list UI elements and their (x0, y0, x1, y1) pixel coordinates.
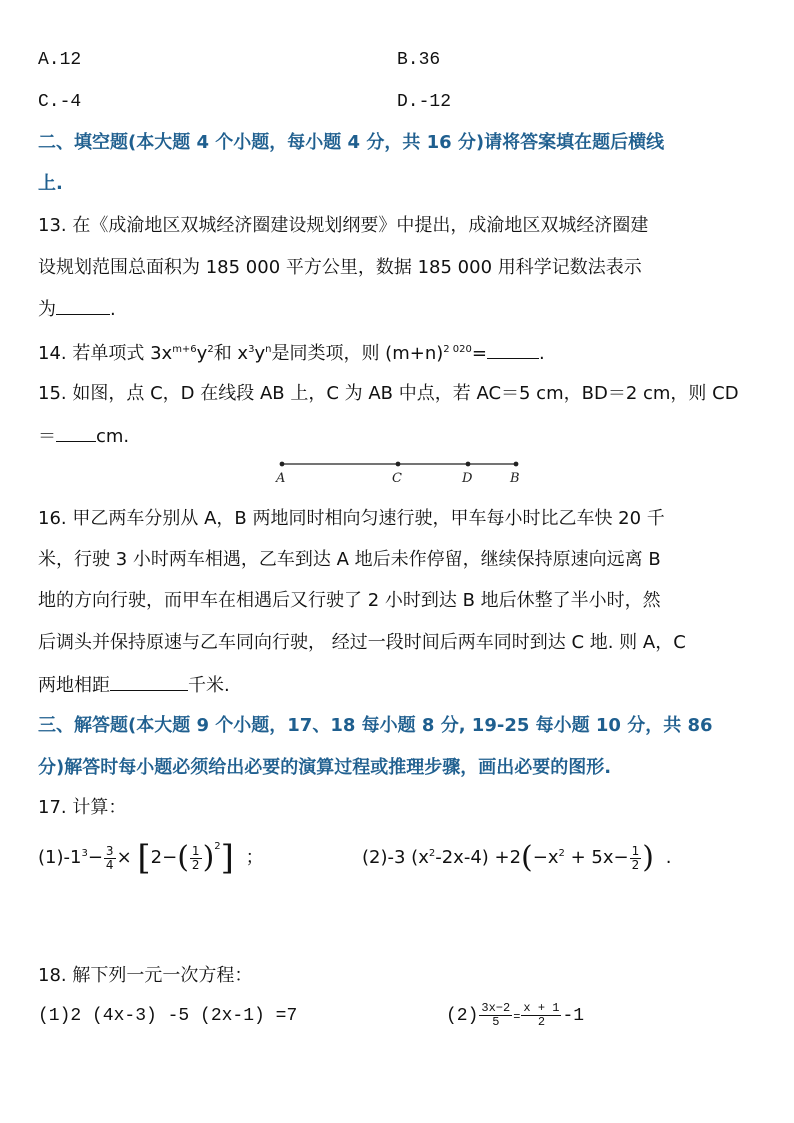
q13-line1: 13. 在《成渝地区双城经济圈建设规划纲要》中提出，成渝地区双城经济圈建 (38, 215, 649, 236)
choice-c: C.-4 (38, 92, 82, 112)
q17-p1-right-bracket: ] (220, 838, 234, 878)
q13-line3-prefix: 为 (38, 299, 56, 320)
q17-p1-times: × (116, 847, 132, 868)
point-c-label: C (392, 471, 402, 486)
q16-line5-prefix: 两地相距 (38, 675, 110, 696)
q17-p1-text: (1)-1 (38, 847, 82, 868)
choice-a: A.12 (38, 50, 82, 70)
q17-part2 (362, 836, 671, 880)
q17-p1-square: 2 (214, 841, 221, 852)
q14-answer-blank (487, 342, 539, 359)
point-a-dot (280, 462, 285, 467)
q17-p2-exp1: 2 (428, 848, 436, 859)
q18-part2 (446, 998, 584, 1034)
q16-line3: 地的方向行驶，而甲车在相遇后又行驶了 2 小时到达 B 地后休整了半小时，然 (38, 590, 661, 611)
q17-p1-inner-den: 2 (191, 857, 200, 872)
section3-heading-line2: 分)解答时每小题必须给出必要的演算过程或推理步骤，画出必要的图形. (38, 757, 612, 778)
q17-title: 17. 计算： (38, 797, 127, 818)
q18-p2-end: -1 (562, 1006, 585, 1026)
q18-part1: (1)2 (4x-3) -5 (2x-1) =7 (38, 1006, 298, 1026)
q17-p1-inner-num: 1 (191, 843, 200, 858)
q18-p2-frac1-num: 3x−2 (481, 1000, 511, 1015)
q18-p2-fraction1 (479, 1002, 512, 1029)
q16-line5-suffix: 千米. (188, 675, 230, 696)
point-c-dot (396, 462, 401, 467)
q13-answer-blank (56, 298, 110, 315)
q17-p2-exp2: 2 (558, 848, 565, 859)
q17-p1-end: ； (245, 847, 264, 868)
point-d-dot (466, 462, 471, 467)
q17-p1-frac-den: 4 (105, 857, 114, 872)
q17-p2-frac-den: 2 (631, 857, 640, 872)
q18-p2-frac1-den: 5 (492, 1014, 500, 1029)
q15-line1: 15. 如图，点 C，D 在线段 AB 上，C 为 AB 中点，若 AC＝5 cm，BD＝2 cm，则 CD (38, 383, 739, 404)
q18-p2-equals: = (513, 1010, 521, 1024)
q17-part1 (38, 836, 264, 880)
q14-text-mid: 是同类项，则 (m+n) (271, 343, 444, 364)
section3-heading-line1: 三、解答题(本大题 9 个小题，17、18 每小题 8 分, 19-25 每小题 10 分，共 86 (38, 715, 713, 736)
q17-p2-plus-5x: + 5x− (564, 847, 629, 868)
q17-p1-frac-num: 3 (105, 843, 114, 858)
q17-p1-two-minus: 2− (150, 847, 178, 868)
q18-p2-frac2-den: 2 (537, 1014, 546, 1029)
q14-text-and-x: 和 x (213, 343, 249, 364)
q15-segment-figure (270, 455, 530, 489)
q13-line3 (38, 298, 116, 321)
section2-heading-line2: 上. (38, 173, 63, 194)
q17-p1-right-paren: ) (202, 840, 215, 875)
q17-p2-neg-x: −x (532, 847, 559, 868)
q17-p1-exp: 3 (81, 848, 88, 859)
q14-exp-3: 3 (248, 344, 255, 355)
q17-p1-minus: − (87, 847, 103, 868)
q14-text-end: . (538, 343, 545, 364)
point-a-label: A (276, 471, 286, 486)
q17-p1-inner-fraction (190, 845, 202, 872)
q15-line2-prefix: ＝ (38, 426, 56, 447)
q17-p1-fraction (104, 845, 116, 872)
q16-line5 (38, 674, 230, 697)
q16-line4: 后调头并保持原速与乙车同向行驶， 经过一段时间后两车同时到达 C 地. 则 A，C (38, 632, 686, 653)
q14-text-y2: y (254, 343, 266, 364)
point-b-dot (514, 462, 519, 467)
q17-p1-left-bracket: [ (137, 838, 151, 878)
q17-p2-text: (2)-3 (x (362, 847, 429, 868)
q17-p2-fraction (630, 845, 642, 872)
q17-p2-right-paren: ) (642, 840, 654, 875)
q18-p2-fraction2 (521, 1002, 561, 1029)
q17-p2-frac-num: 1 (631, 843, 640, 858)
choice-d: D.-12 (397, 92, 452, 112)
q14-line (38, 342, 545, 365)
q16-line1: 16. 甲乙两车分别从 A，B 两地同时相向匀速行驶，甲车每小时比乙车快 20 千 (38, 508, 665, 529)
q16-line2: 米，行驶 3 小时两车相遇，乙车到达 A 地后未作停留，继续保持原速向远离 B (38, 549, 661, 570)
q17-p2-end: . (665, 847, 672, 868)
q14-exp-2: 2 (207, 344, 214, 355)
q13-line2: 设规划范围总面积为 185 000 平方公里，数据 185 000 用科学记数法表示 (38, 257, 642, 278)
point-d-label: D (462, 471, 473, 486)
q17-p2-mid: -2x-4) +2 (435, 847, 522, 868)
q14-exp-2020: 2 020 (443, 344, 472, 355)
q17-p2-left-paren: ( (521, 840, 533, 875)
q18-title: 18. 解下列一元一次方程： (38, 965, 253, 986)
q15-line2 (38, 425, 129, 448)
section2-heading-line1: 二、填空题(本大题 4 个小题，每小题 4 分，共 16 分)请将答案填在题后横线 (38, 132, 665, 153)
q14-exp-m6: m+6 (172, 344, 197, 355)
q16-answer-blank (110, 674, 188, 691)
choice-b: B.36 (397, 50, 441, 70)
q15-line2-suffix: cm. (96, 426, 130, 447)
q14-text-pre: 14. 若单项式 3x (38, 343, 173, 364)
q18-p2-frac2-num: x + 1 (523, 1000, 560, 1015)
q14-exp-n: n (265, 344, 272, 355)
q18-p2-label: (2) (446, 1006, 479, 1026)
q13-line3-suffix: . (110, 299, 116, 320)
q17-p1-left-paren: ( (177, 840, 189, 875)
q15-answer-blank (56, 425, 96, 442)
q14-text-equals: = (471, 343, 487, 364)
point-b-label: B (510, 471, 520, 486)
q14-text-y: y (196, 343, 208, 364)
